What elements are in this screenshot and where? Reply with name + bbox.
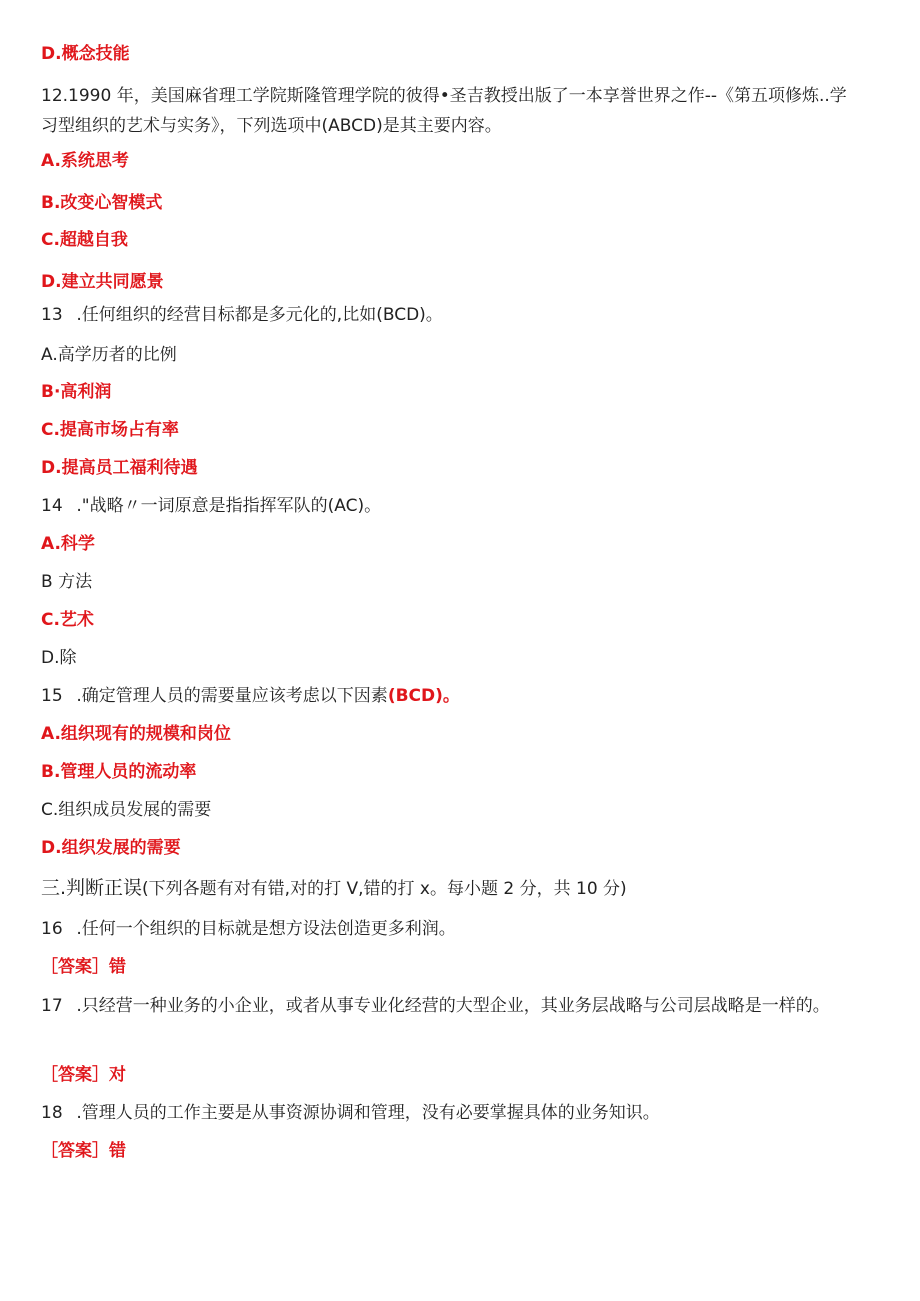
question-number: 16	[41, 919, 63, 939]
option-a-q15: A.组织现有的规模和岗位	[41, 724, 231, 744]
option-a-q13: A.高学历者的比例	[41, 345, 177, 365]
answer-q16: ［答案］错	[41, 957, 126, 977]
option-b-q12: B.改变心智模式	[41, 193, 163, 213]
option-d-q15: D.组织发展的需要	[41, 838, 181, 858]
question-18	[41, 1099, 862, 1127]
option-b-q15: B.管理人员的流动率	[41, 762, 197, 782]
question-text: .任何一个组织的目标就是想方设法创造更多利润。	[76, 919, 456, 939]
question-17	[41, 991, 862, 1021]
question-12: 12.1990 年，美国麻省理工学院斯隆管理学院的彼得•圣吉教授出版了一本享誉世界之作--《第五项修炼..学习型组织的艺术与实务》，下列选项中(ABCD)是其主要内容。	[41, 86, 847, 136]
option-d-q14: D.除	[41, 648, 77, 668]
option-c-q15: C.组织成员发展的需要	[41, 800, 212, 820]
option-d-q12: D.建立共同愿景	[41, 272, 164, 292]
question-text: ."战略〃一词原意是指指挥军队的(AC)。	[76, 496, 382, 516]
option-a-q12: A.系统思考	[41, 151, 129, 171]
question-number: 14	[41, 496, 63, 516]
option-b-q14: B 方法	[41, 572, 93, 592]
option-c-q14: C.艺术	[41, 610, 94, 630]
question-number: 15	[41, 686, 63, 706]
question-14	[41, 492, 862, 520]
option-d-q13: D.提高员工福利待遇	[41, 458, 198, 478]
section-heading	[41, 874, 862, 903]
option-c-q13: C.提高市场占有率	[41, 420, 179, 440]
question-text: .只经营一种业务的小企业，或者从事专业化经营的大型企业，其业务层战略与公司层战略是一样的。	[76, 996, 830, 1016]
option-b-q13: B·高利润	[41, 382, 112, 402]
question-number: 17	[41, 996, 63, 1016]
section-instructions: (下列各题有对有错,对的打 V,错的打 x。每小题 2 分，共 10 分)	[142, 879, 627, 899]
option-c-q12: C.超越自我	[41, 230, 128, 250]
question-13	[41, 301, 862, 329]
question-text: .任何组织的经营目标都是多元化的,比如(BCD)。	[76, 305, 443, 325]
question-15	[41, 682, 862, 710]
question-16	[41, 915, 862, 943]
question-text: .管理人员的工作主要是从事资源协调和管理，没有必要掌握具体的业务知识。	[76, 1103, 660, 1123]
answer-q17: ［答案］对	[41, 1065, 126, 1085]
question-number: 13	[41, 305, 63, 325]
option-a-q14: A.科学	[41, 534, 95, 554]
answer-q18: ［答案］错	[41, 1141, 126, 1161]
option-d-q11: D.概念技能	[41, 44, 130, 64]
answer-inline: (BCD)。	[387, 686, 460, 706]
question-number: 18	[41, 1103, 63, 1123]
section-title: 三.判断正误	[41, 877, 143, 899]
question-text: .确定管理人员的需要量应该考虑以下因素	[76, 686, 388, 706]
